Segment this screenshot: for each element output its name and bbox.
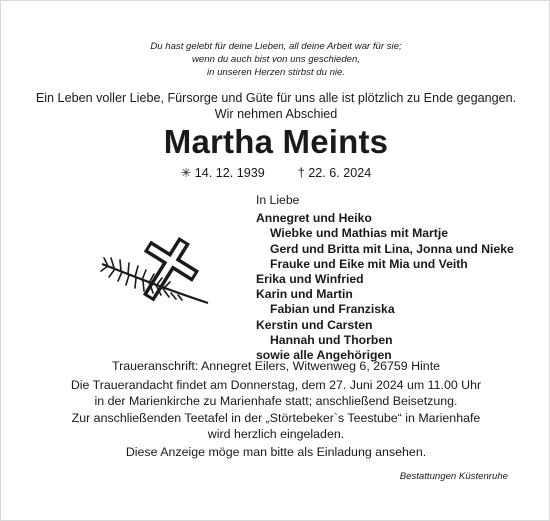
poem-line: Du hast gelebt für deine Lieben, all deine Arbeit war für sie; [150, 41, 402, 52]
mourning-address: Traueranschrift: Annegret Eilers, Witwenweg 6, 26759 Hinte [111, 359, 441, 373]
mourner-line: Wiebke und Mathias mit Martje [270, 226, 448, 241]
intro-text [1, 90, 550, 122]
mourner-line: Annegret und Heiko [256, 211, 372, 226]
mourner-line: sowie alle Angehörigen [256, 348, 392, 363]
mourner-line: Erika und Winfried [256, 272, 364, 287]
undertaker-name: Bestattungen Küstenruhe [399, 471, 508, 482]
mourner-line: Gerd und Britta mit Lina, Jonna und Nieke [270, 241, 514, 256]
mourner-line: Frauke und Eike mit Mia und Veith [270, 256, 468, 271]
poem-line: wenn du auch bist von uns geschieden, [191, 54, 360, 65]
mourners-heading: In Liebe [256, 193, 300, 207]
death-cross-icon: † [297, 166, 305, 180]
life-dates [1, 165, 550, 180]
intro-line: Wir nehmen Abschied [214, 107, 338, 121]
birth-date: 14. 12. 1939 [194, 166, 265, 180]
service-info [1, 378, 550, 409]
intro-line: Ein Leben voller Liebe, Fürsorge und Güte für uns alle ist plötzlich zu Ende gegangen. [35, 91, 517, 105]
deceased-name: Martha Meints [163, 123, 389, 160]
tea-reception-info [1, 411, 550, 442]
poem [1, 40, 550, 79]
mourner-line: Karin und Martin [256, 287, 353, 302]
mourner-line: Hannah und Thorben [270, 332, 393, 347]
service-line: Die Trauerandacht findet am Donnerstag, dem 27. Juni 2024 um 11.00 Uhr [70, 378, 482, 392]
mourners-list [256, 193, 514, 363]
service-line: in der Marienkirche zu Marienhafe statt; anschließend Beisetzung. [94, 393, 458, 408]
cross-with-palm-icon [96, 231, 216, 311]
tea-line: Zur anschließenden Teetafel in der „Störtebeker`s Teestube“ in Marienhafe [71, 411, 481, 425]
tea-line: wird herzlich eingeladen. [207, 426, 345, 441]
birth-star-icon: ✳ [180, 166, 192, 180]
mourner-line: Fabian und Franziska [270, 302, 395, 317]
poem-line: in unseren Herzen stirbst du nie. [206, 67, 346, 78]
death-date: 22. 6. 2024 [308, 166, 372, 180]
invitation-note: Diese Anzeige möge man bitte als Einladung ansehen. [125, 445, 427, 459]
mourner-line: Kerstin und Carsten [256, 317, 373, 332]
